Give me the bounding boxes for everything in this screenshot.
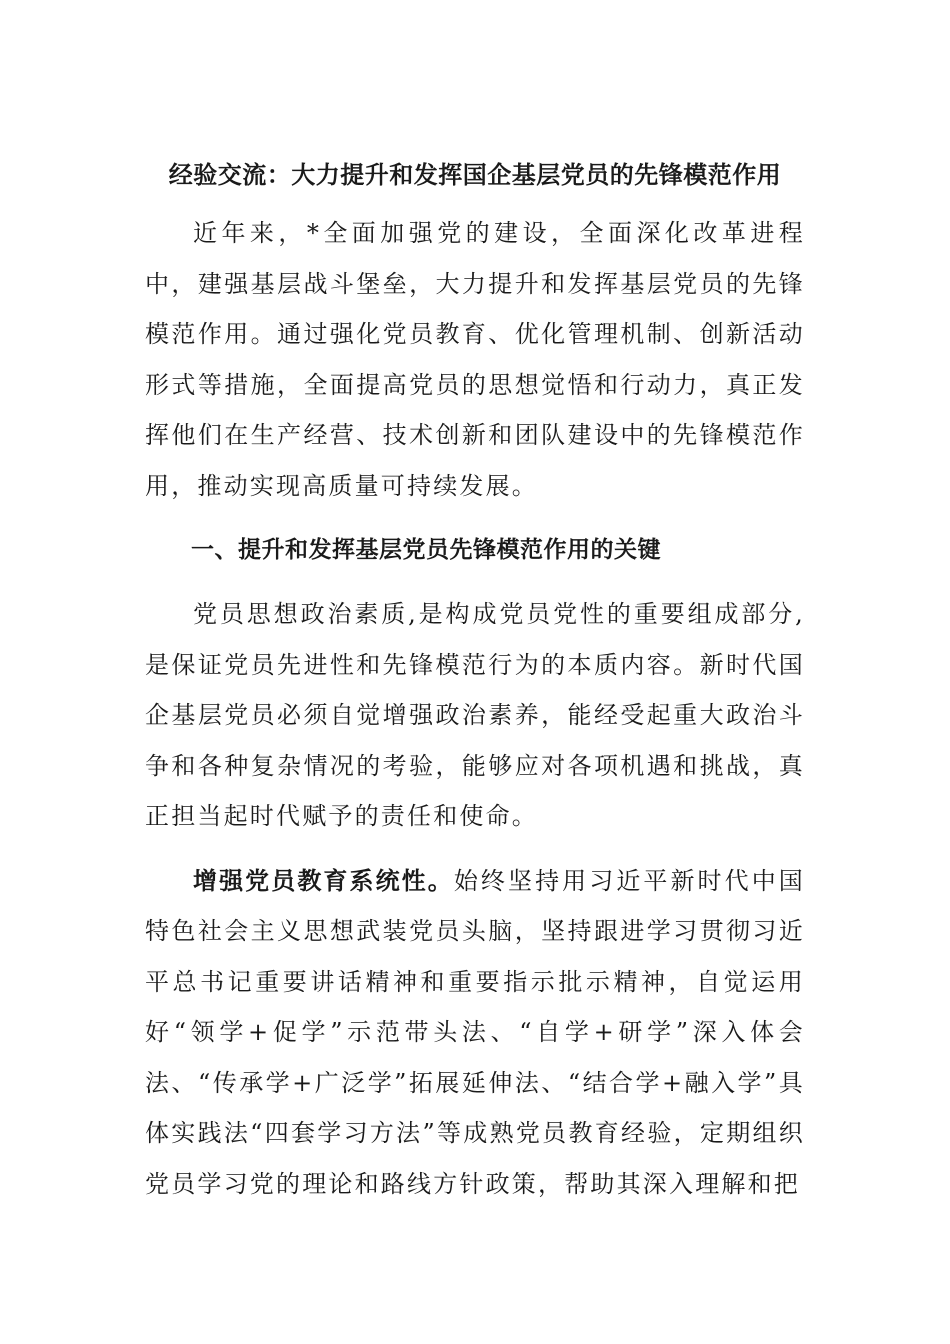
point-text: 始终坚持用习近平新时代中国特色社会主义思想武装党员头脑，坚持跟进学习贯彻习近平总书记重要讲话精神和重要指示批示精神，自觉运用好“领学+促学”示范带头法、“自学+研学”深入体会法、“传承学+广泛学”拓展延伸法、“结合学+融入学”具体实践法“四套学习方法”等成熟党员教育经验，定期组织党员学习党的理论和路线方针政策，帮助其深入理解和把 bbox=[145, 866, 806, 1198]
document-title: 经验交流：大力提升和发挥国企基层党员的先锋模范作用 bbox=[168, 161, 782, 189]
point-lead: 增强党员教育系统性。 bbox=[193, 866, 454, 895]
point-paragraph bbox=[145, 856, 805, 1210]
document-page bbox=[145, 150, 805, 1209]
section-heading: 一、提升和发挥基层党员先锋模范作用的关键 bbox=[191, 537, 661, 563]
paragraph-gap bbox=[145, 842, 805, 856]
intro-paragraph: 近年来，*全面加强党的建设，全面深化改革进程中，建强基层战斗堡垒，大力提升和发挥基层党员的先锋模范作用。通过强化党员教育、优化管理机制、创新活动形式等措施，全面提高党员的思想觉悟和行动力，真正发挥他们在生产经营、技术创新和团队建设中的先锋模范作用，推动实现高质量可持续发展。 bbox=[145, 219, 805, 500]
section-paragraph: 党员思想政治素质,是构成党员党性的重要组成部分,是保证党员先进性和先锋模范行为的本质内容。新时代国企基层党员必须自觉增强政治素养，能经受起重大政治斗争和各种复杂情况的考验，能够应对各项机遇和挑战，真正担当起时代赋予的责任和使命。 bbox=[145, 600, 805, 830]
